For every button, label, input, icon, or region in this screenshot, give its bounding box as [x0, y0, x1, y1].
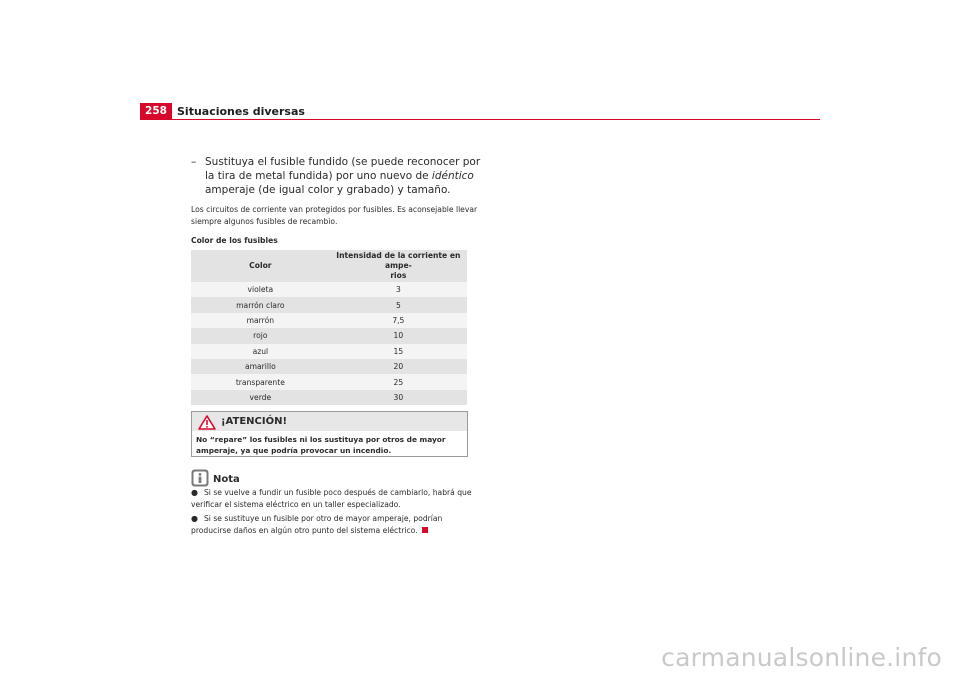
watermark: carmanualsonline.info — [661, 643, 942, 672]
fuse-amperage-cell: 20 — [330, 359, 467, 374]
fuse-amperage-cell: 5 — [330, 297, 467, 312]
fuse-amperage-cell: 3 — [330, 282, 467, 297]
chapter-title: Situaciones diversas — [177, 105, 305, 118]
fuse-color-cell: marrón — [191, 313, 330, 328]
step-dash: – — [191, 156, 197, 168]
page-number: 258 — [140, 103, 172, 120]
fuse-color-cell: verde — [191, 390, 330, 405]
fuse-color-cell: rojo — [191, 328, 330, 343]
fuse-amperage-cell: 10 — [330, 328, 467, 343]
header-divider — [140, 119, 820, 120]
table-title: Color de los fusibles — [191, 236, 278, 245]
bullet-text: Si se sustituye un fusible por otro de mayor amperaje, podrían producirse daños en algún otro punto del sistema eléctrico. — [191, 514, 443, 535]
end-of-section-icon — [422, 527, 428, 533]
note-info-icon — [191, 469, 209, 487]
fuse-amperage-cell: 7,5 — [330, 313, 467, 328]
fuse-color-cell: transparente — [191, 374, 330, 389]
fuse-amperage-cell: 30 — [330, 390, 467, 405]
step-emphasis: idéntico — [431, 170, 474, 182]
table-row — [191, 344, 467, 359]
table-row — [191, 359, 467, 374]
column-header-color: Color — [191, 250, 330, 282]
warning-title: ¡ATENCIÓN! — [221, 416, 288, 427]
table-row — [191, 374, 467, 389]
table-row — [191, 328, 467, 343]
warning-triangle-icon — [198, 415, 216, 430]
warning-text: No “repare” los fusibles ni los sustituya por otros de mayor amperaje, ya que podría provocar un incendio. — [196, 435, 446, 455]
fuse-amperage-cell: 25 — [330, 374, 467, 389]
list-item — [191, 487, 481, 510]
column-header-amperage-line2: rios — [390, 271, 407, 280]
note-title: Nota — [213, 474, 240, 485]
bullet-dot-icon: ● — [191, 488, 198, 497]
fuse-color-cell: marrón claro — [191, 297, 330, 312]
fuse-color-cell: amarillo — [191, 359, 330, 374]
note-bullet-list — [191, 487, 481, 536]
fuse-color-cell: azul — [191, 344, 330, 359]
warning-box — [191, 411, 468, 457]
table-row — [191, 390, 467, 405]
warning-header — [192, 412, 467, 431]
column-header-amperage — [330, 250, 467, 282]
step-text-before: Sustituya el fusible fundido (se puede reconocer por la tira de metal fundida) por uno nuevo de — [205, 156, 481, 182]
bullet-dot-icon: ● — [191, 514, 198, 523]
table-header-row — [191, 250, 467, 282]
step-text — [205, 155, 491, 197]
table-row — [191, 313, 467, 328]
fuse-color-table — [191, 250, 467, 405]
intro-paragraph: Los circuitos de corriente van protegidos por fusibles. Es aconsejable llevar siempre algunos fusibles de recambio. — [191, 205, 478, 226]
table-row — [191, 282, 467, 297]
list-item — [191, 513, 481, 536]
step-text-after: amperaje (de igual color y grabado) y tamaño. — [205, 184, 451, 196]
column-header-amperage-line1: Intensidad de la corriente en ampe- — [336, 251, 461, 270]
replace-fuse-step — [191, 155, 491, 197]
table-row — [191, 297, 467, 312]
bullet-text: Si se vuelve a fundir un fusible poco después de cambiarlo, habrá que verificar el sistema eléctrico en un taller especializado. — [191, 488, 472, 509]
fuse-amperage-cell: 15 — [330, 344, 467, 359]
fuse-color-cell: violeta — [191, 282, 330, 297]
